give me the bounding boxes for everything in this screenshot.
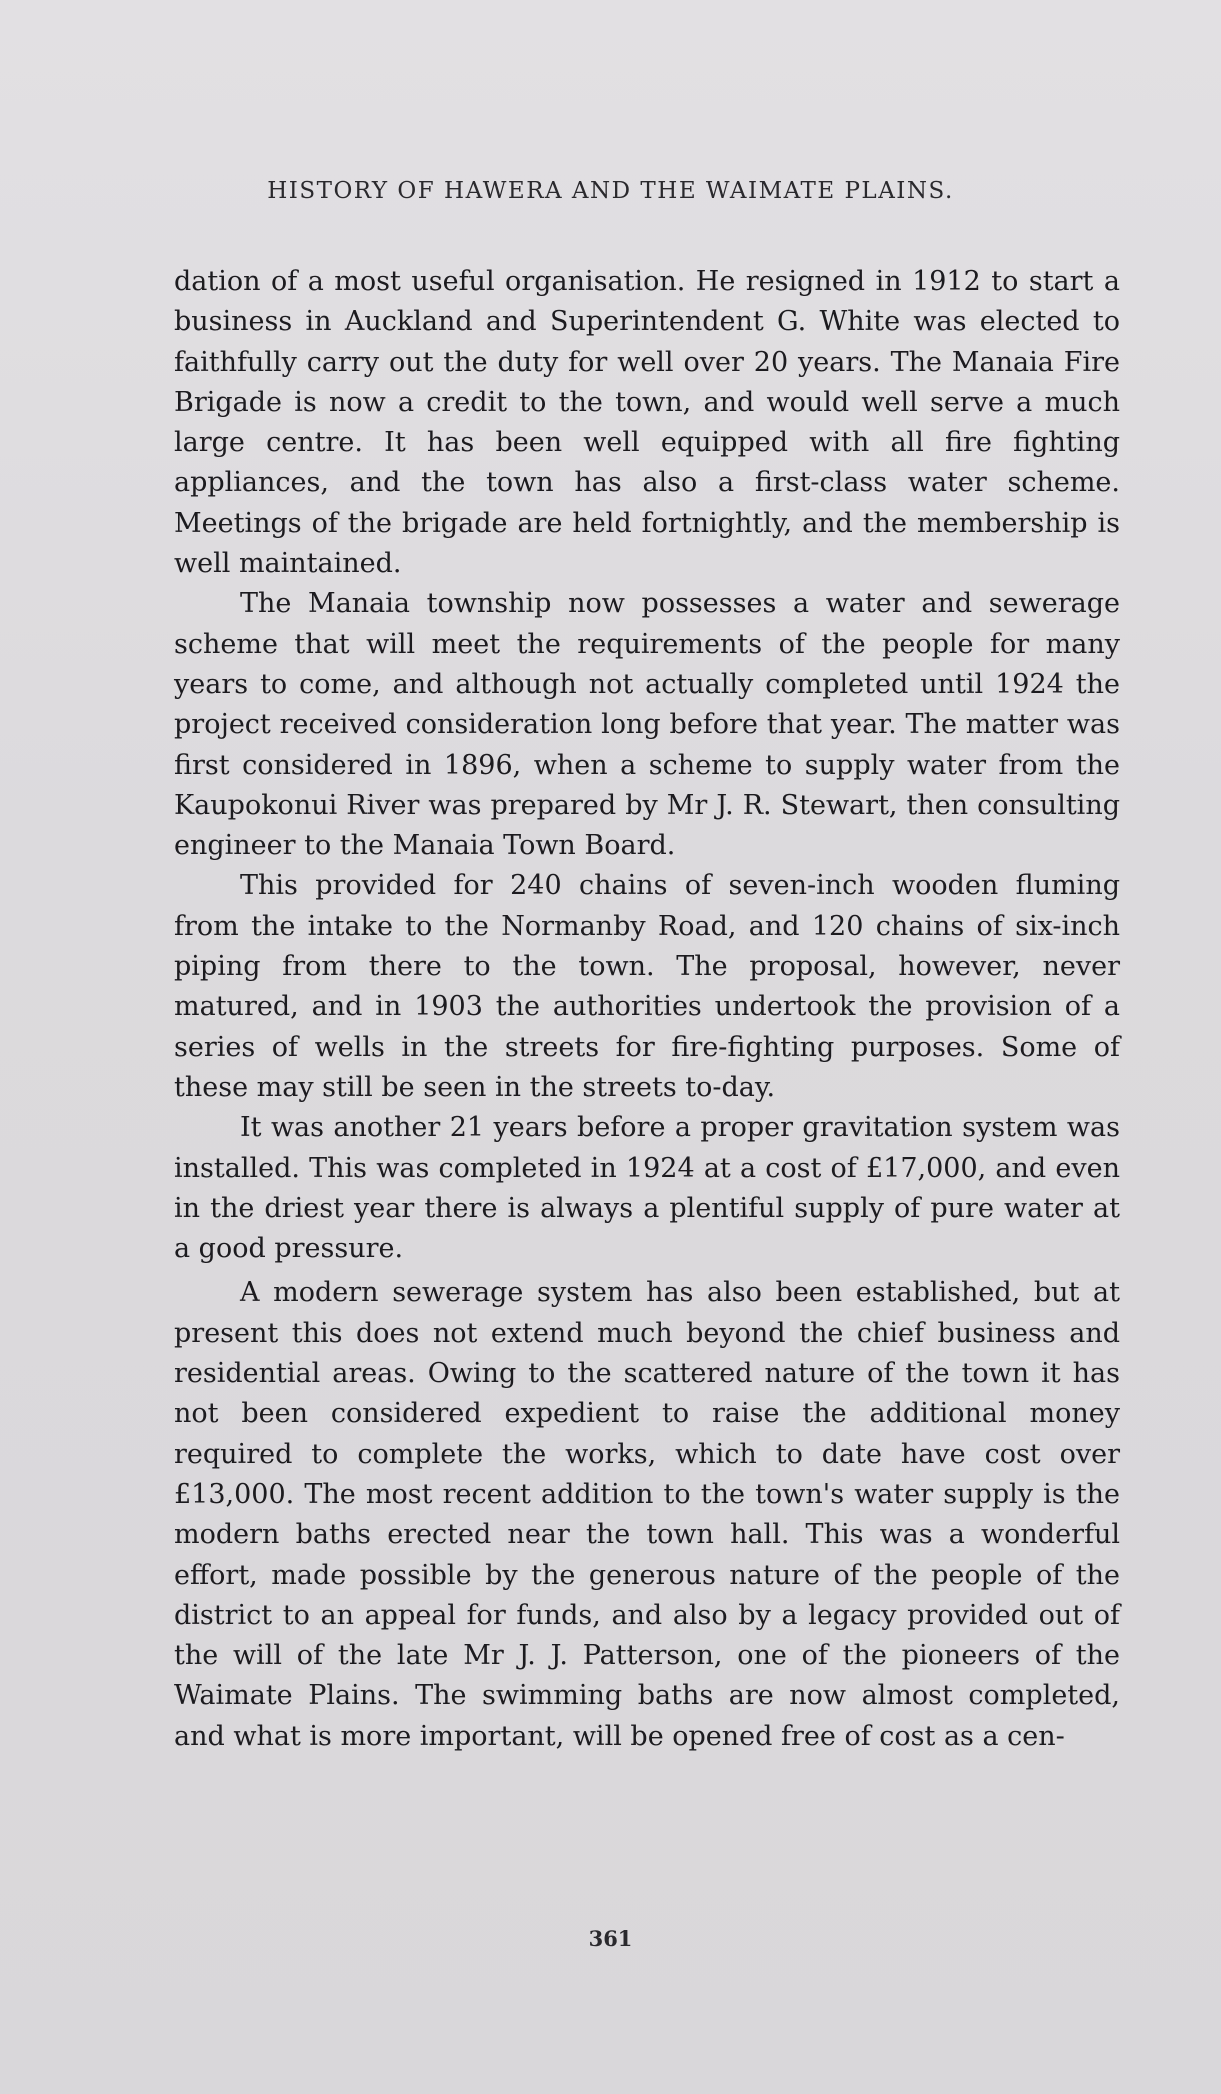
paragraph-2: The Manaia township now possesses a water and sewerage scheme that will meet the requirements of the people for many years to come, and although not actually completed until 1924 the project received consideration long before that year. The matter was first considered in 1896, when a scheme to supply water from the Kaupokonui River was prepared by Mr J. R. Stewart, then consulting engineer to the Manaia Town Board.: [174, 588, 1120, 862]
running-head: HISTORY OF HAWERA AND THE WAIMATE PLAINS.: [267, 178, 954, 204]
page-number: 361: [588, 1926, 633, 1951]
paragraph-3: This provided for 240 chains of seven-inch wooden fluming from the intake to the Normanby Road, and 120 chains of six-inch piping from there to the town. The proposal, however, never matured, and in 1903 the authorities undertook the provision of a series of wells in the streets for fire-fighting purposes. Some of these may still be seen in the streets to-day.: [174, 870, 1120, 1103]
body-text: [174, 262, 1120, 1757]
paragraph-5: A modern sewerage system has also been established, but at present this does not extend much beyond the chief business and residential areas. Owing to the scattered nature of the town it has not been considered expedient to raise the additional money required to complete the works, which to date have cost over £13,000. The most recent addition to the town's water supply is the modern baths erected near the town hall. This was a wonderful effort, made possible by the generous nature of the people of the district to an appeal for funds, and also by a legacy provided out of the will of the late Mr J. J. Patterson, one of the pioneers of the Waimate Plains. The swimming baths are now almost completed, and what is more important, will be opened free of cost as a cen-: [174, 1277, 1120, 1752]
paragraph-1: dation of a most useful organisation. He resigned in 1912 to start a business in Auckland and Superintendent G. White was elected to faithfully carry out the duty for well over 20 years. The Manaia Fire Brigade is now a credit to the town, and would well serve a much large centre. It has been well equipped with all fire fighting appliances, and the town has also a first-class water scheme. Meetings of the brigade are held fortnightly, and the membership is well maintained.: [174, 266, 1120, 580]
paragraph-4: It was another 21 years before a proper gravitation system was installed. This was completed in 1924 at a cost of £17,000, and even in the driest year there is always a plentiful supply of pure water at a good pressure.: [174, 1112, 1120, 1265]
